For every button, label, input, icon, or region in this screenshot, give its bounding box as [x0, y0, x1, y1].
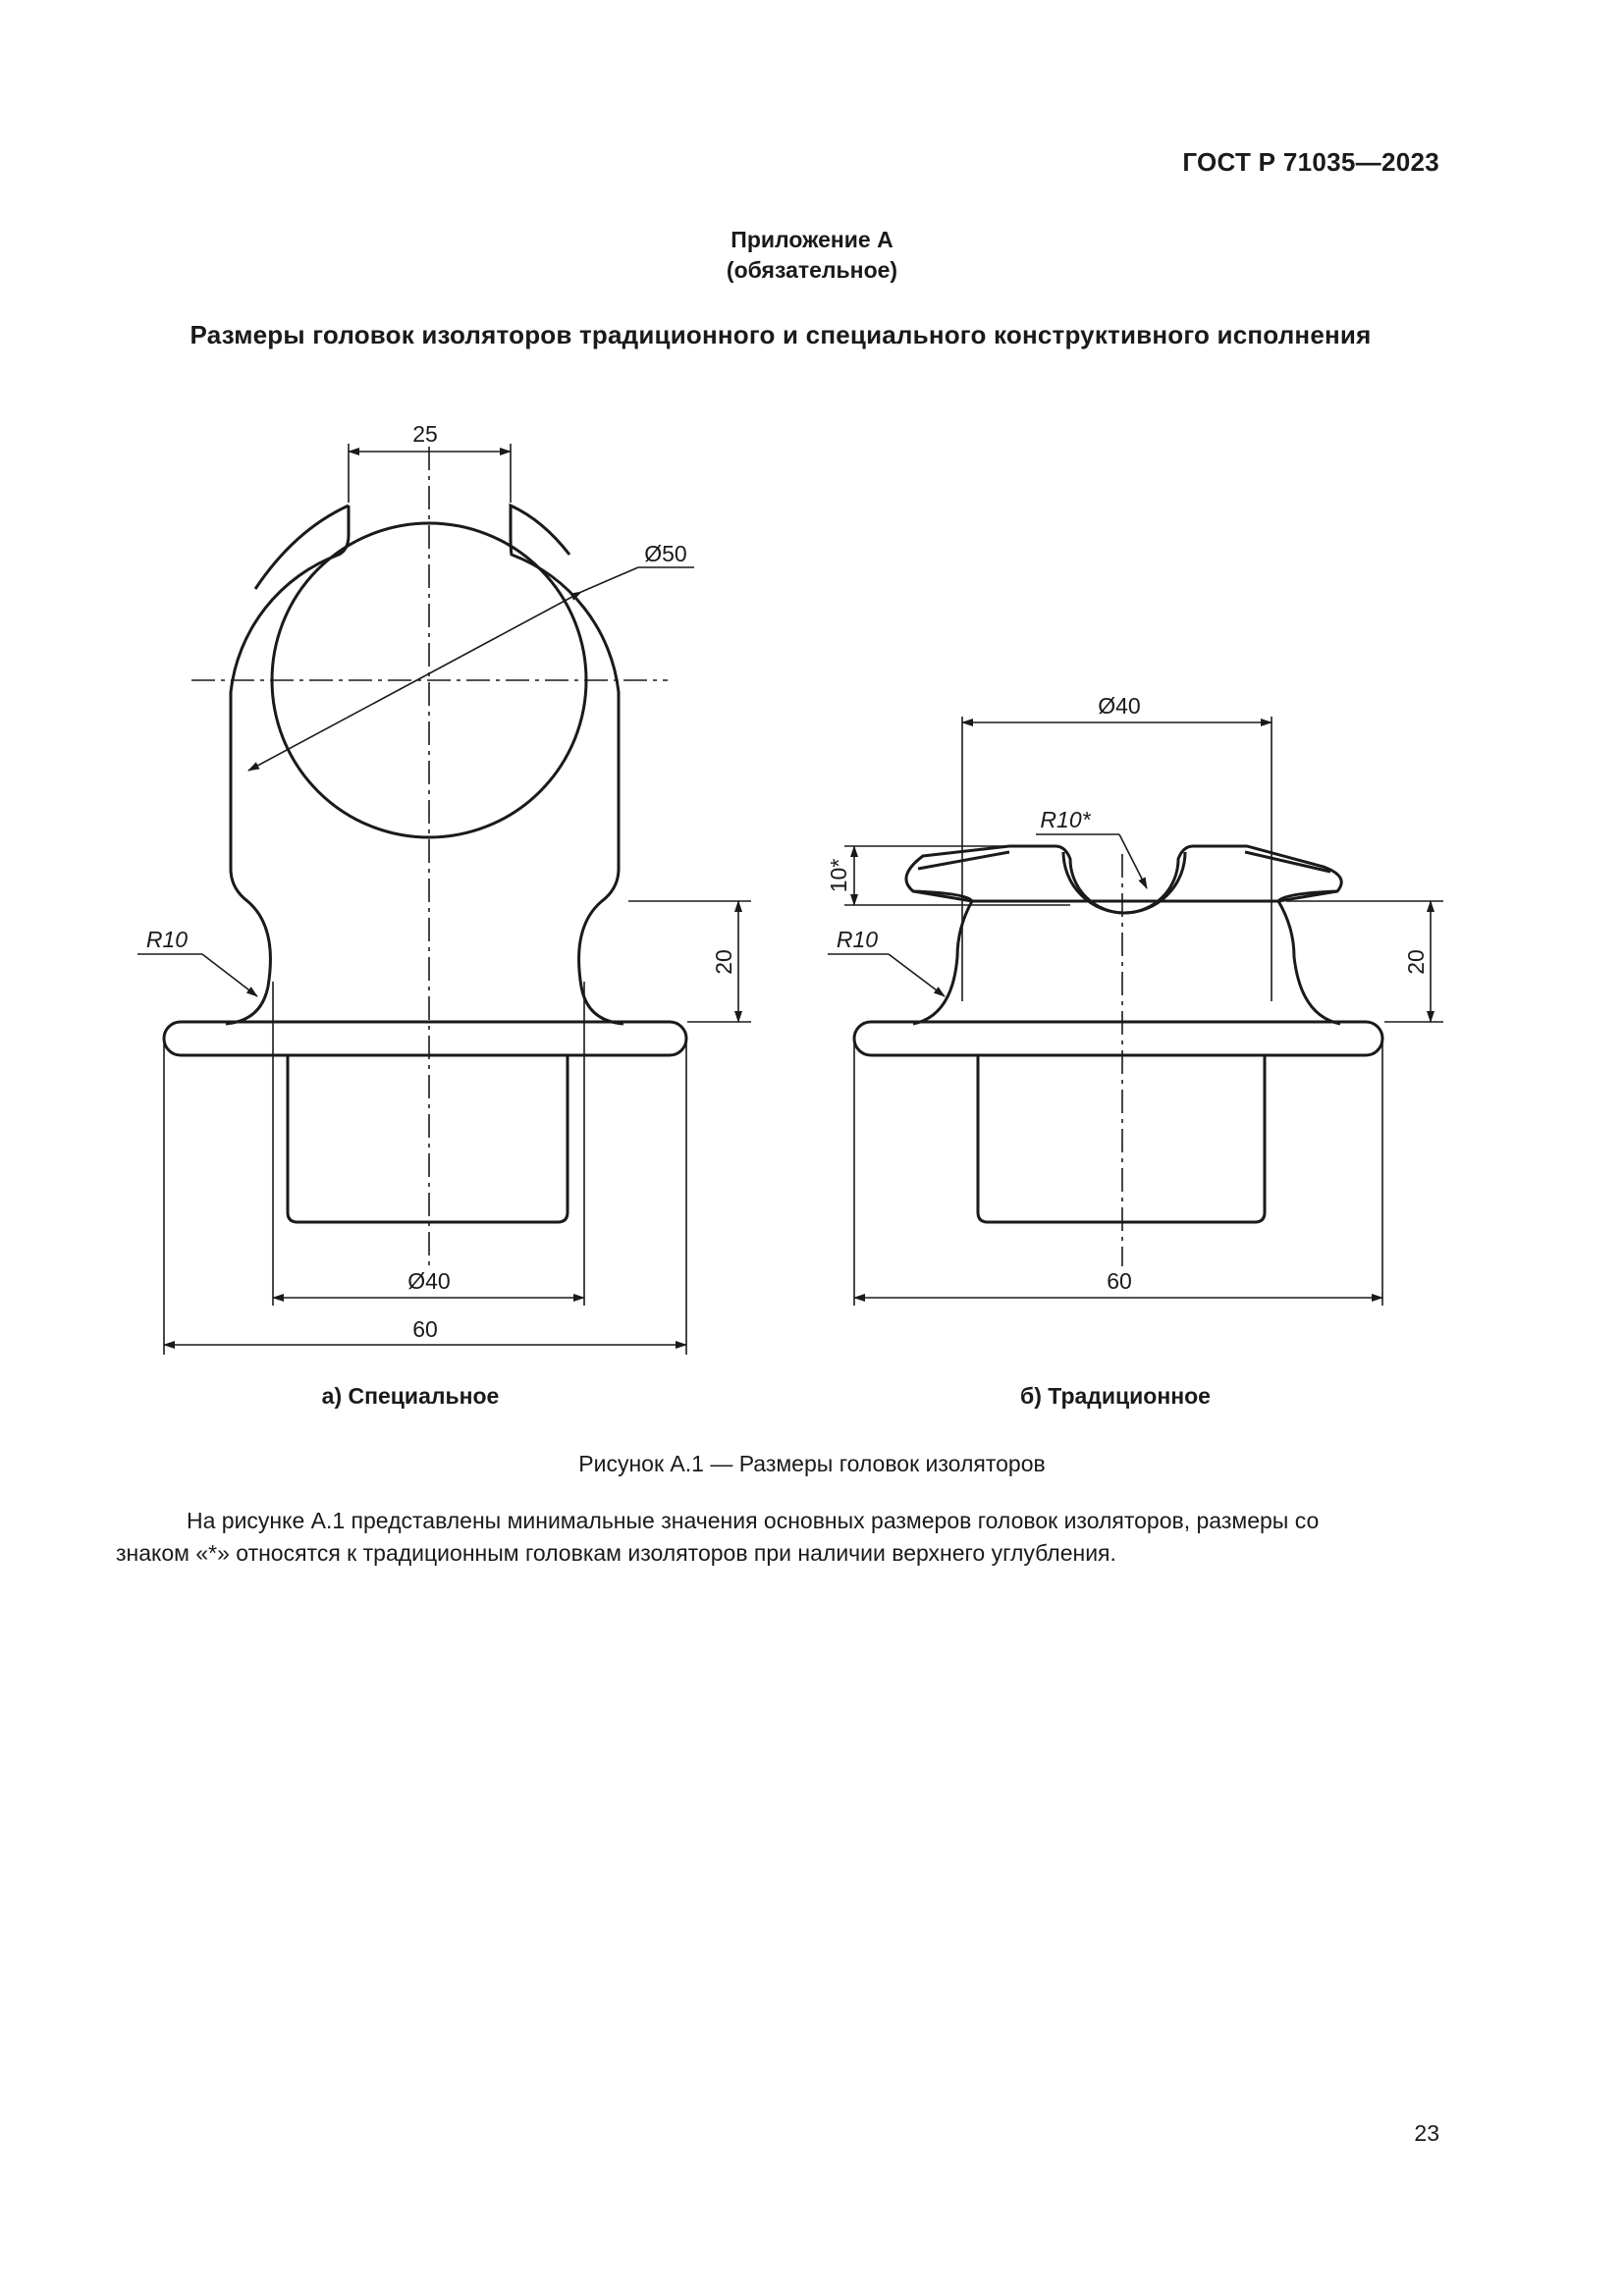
- special-neck-height: 20: [711, 949, 736, 975]
- body-line-2: знаком «*» относятся к традиционным головкам изоляторов при наличии верхнего углубления.: [116, 1540, 1116, 1566]
- appendix-title: Приложение А: [731, 227, 893, 252]
- special-head-outline: [226, 506, 623, 1024]
- traditional-neck: [913, 901, 972, 1024]
- traditional-recess-depth: 10*: [826, 858, 851, 893]
- special-head-drawing: [164, 506, 686, 1222]
- body-paragraph: [116, 1505, 1446, 1570]
- special-slot-dimension: 25: [412, 421, 438, 447]
- traditional-recess-radius: R10*: [1040, 807, 1091, 832]
- special-ball-diameter: Ø50: [644, 541, 687, 566]
- traditional-overall-width: 60: [1107, 1268, 1132, 1294]
- special-flange: [164, 1022, 686, 1055]
- special-overall-width: 60: [412, 1316, 438, 1342]
- special-stem: [288, 1055, 568, 1222]
- special-subcaption: а) Специальное: [321, 1383, 500, 1409]
- traditional-neck-height: 20: [1403, 949, 1429, 975]
- traditional-top-diameter: Ø40: [1098, 693, 1141, 719]
- figure-caption: Рисунок А.1 — Размеры головок изоляторов: [578, 1451, 1046, 1476]
- appendix-status: (обязательное): [726, 257, 898, 283]
- page-number: 23: [1414, 2120, 1439, 2146]
- section-title: Размеры головок изоляторов традиционного и специального конструктивного исполнения: [189, 320, 1372, 349]
- traditional-subcaption: б) Традиционное: [1020, 1383, 1211, 1409]
- body-line-1: На рисунке А.1 представлены минимальные значения основных размеров головок изоляторов, размеры со: [187, 1508, 1320, 1533]
- standard-number: ГОСТ Р 71035—2023: [1182, 147, 1439, 177]
- special-inner-diameter: Ø40: [407, 1268, 451, 1294]
- traditional-head-drawing: [854, 846, 1382, 1222]
- special-radius-label: R10: [145, 927, 189, 952]
- traditional-radius-label: R10: [836, 927, 879, 952]
- traditional-flange: [854, 1022, 1382, 1055]
- traditional-stem: [978, 1055, 1265, 1222]
